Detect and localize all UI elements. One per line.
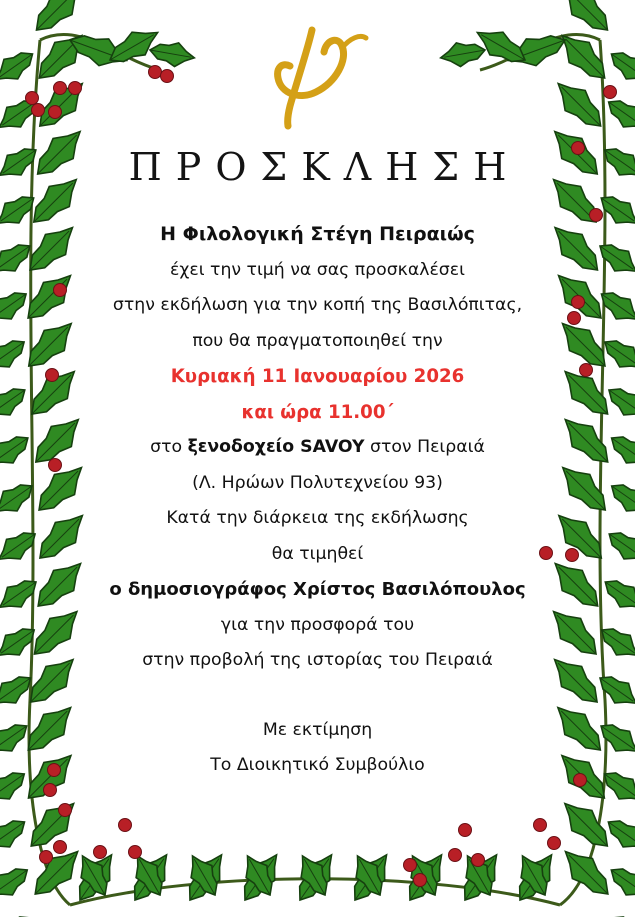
holly-leaf (598, 572, 635, 617)
holly-berry (580, 364, 593, 377)
holly-berry (119, 819, 132, 832)
venue-suffix: στον Πειραιά (364, 437, 485, 457)
holly-berry (32, 104, 45, 117)
honor-line-2: θα τιμηθεί (271, 543, 364, 564)
holly-leaf (602, 524, 635, 569)
intro-line-3: που θα πραγματοποιηθεί την (192, 330, 443, 351)
closing-text: Με εκτίμηση (262, 719, 373, 740)
event-time: και ώρα 11.00΄ (241, 401, 394, 423)
holly-berry (404, 859, 417, 872)
holly-leaf (594, 716, 635, 761)
holly-leaf (593, 236, 635, 281)
holly-leaf (0, 812, 31, 857)
holly-berry (129, 846, 142, 859)
venue-prefix: στο (150, 437, 188, 457)
holly-berry (566, 549, 579, 562)
holly-berry (40, 851, 53, 864)
society-logo (250, 8, 390, 138)
holly-berry (54, 841, 67, 854)
holly-berry (459, 824, 472, 837)
holly-berry (48, 764, 61, 777)
holly-leaf (0, 284, 33, 329)
holly-berry (572, 296, 585, 309)
holly-berry (574, 774, 587, 787)
holly-berry (414, 874, 427, 887)
holly-berry (149, 66, 162, 79)
reason-line-2: στην προβολή της ιστορίας του Πειραιά (142, 650, 493, 670)
holly-berry (59, 804, 72, 817)
holly-leaf (604, 860, 635, 905)
reason-line-1: για την προσφορά του (220, 614, 415, 635)
holly-berry (49, 459, 62, 472)
holly-berry (590, 209, 603, 222)
holly-berry (604, 86, 617, 99)
holly-leaf (593, 668, 635, 713)
invitation-body (70, 217, 565, 784)
invitation-title: ΠΡΟΣΚΛΗΣΗ (128, 145, 521, 189)
holly-berry (449, 849, 462, 862)
holly-leaf (602, 380, 635, 425)
intro-line-1: έχει την τιμή να σας προσκαλέσει (170, 259, 465, 280)
holly-berry (472, 854, 485, 867)
holly-leaf (0, 908, 38, 917)
holly-leaf (605, 908, 635, 917)
venue-name: ξενοδοχείο SAVOY (187, 437, 365, 457)
holly-leaf (601, 812, 635, 857)
holly-leaf (595, 284, 635, 329)
holly-leaf (0, 188, 41, 233)
holly-berry (161, 70, 174, 83)
holly-berry (44, 784, 57, 797)
holly-berry (534, 819, 547, 832)
holly-leaf (0, 524, 42, 569)
organization-name: Η Φιλολογική Στέγη Πειραιώς (160, 223, 475, 245)
holly-leaf (0, 332, 31, 377)
venue-line (70, 430, 565, 466)
holly-berry (94, 846, 107, 859)
honoree-name: ο δημοσιογράφος Χρίστος Βασιλόπουλος (109, 579, 526, 600)
holly-leaf (0, 44, 39, 89)
intro-line-2: στην εκδήλωση για την κοπή της Βασιλόπιτας, (112, 295, 523, 315)
holly-leaf (0, 764, 31, 809)
holly-leaf (0, 572, 43, 617)
holly-leaf (602, 92, 635, 137)
holly-leaf (605, 44, 635, 89)
holly-berry (54, 284, 67, 297)
venue-address: (Λ. Ηρώων Πολυτεχνείου 93) (192, 472, 443, 493)
holly-berry (69, 82, 82, 95)
holly-berry (26, 92, 39, 105)
signature-text: Το Διοικητικό Συμβούλιο (210, 755, 425, 775)
holly-berry (548, 837, 561, 850)
holly-berry (54, 82, 67, 95)
event-date: Κυριακή 11 Ιανουαρίου 2026 (170, 366, 465, 387)
holly-berry (568, 312, 581, 325)
holly-berry (49, 106, 62, 119)
logo-phi-mark (278, 30, 344, 126)
holly-leaf (0, 428, 35, 473)
honor-line-1: Κατά την διάρκεια της εκδήλωσης (166, 508, 469, 528)
holly-leaf (0, 620, 41, 665)
holly-leaf (0, 380, 32, 425)
holly-berry (46, 369, 59, 382)
holly-leaf (0, 860, 34, 905)
